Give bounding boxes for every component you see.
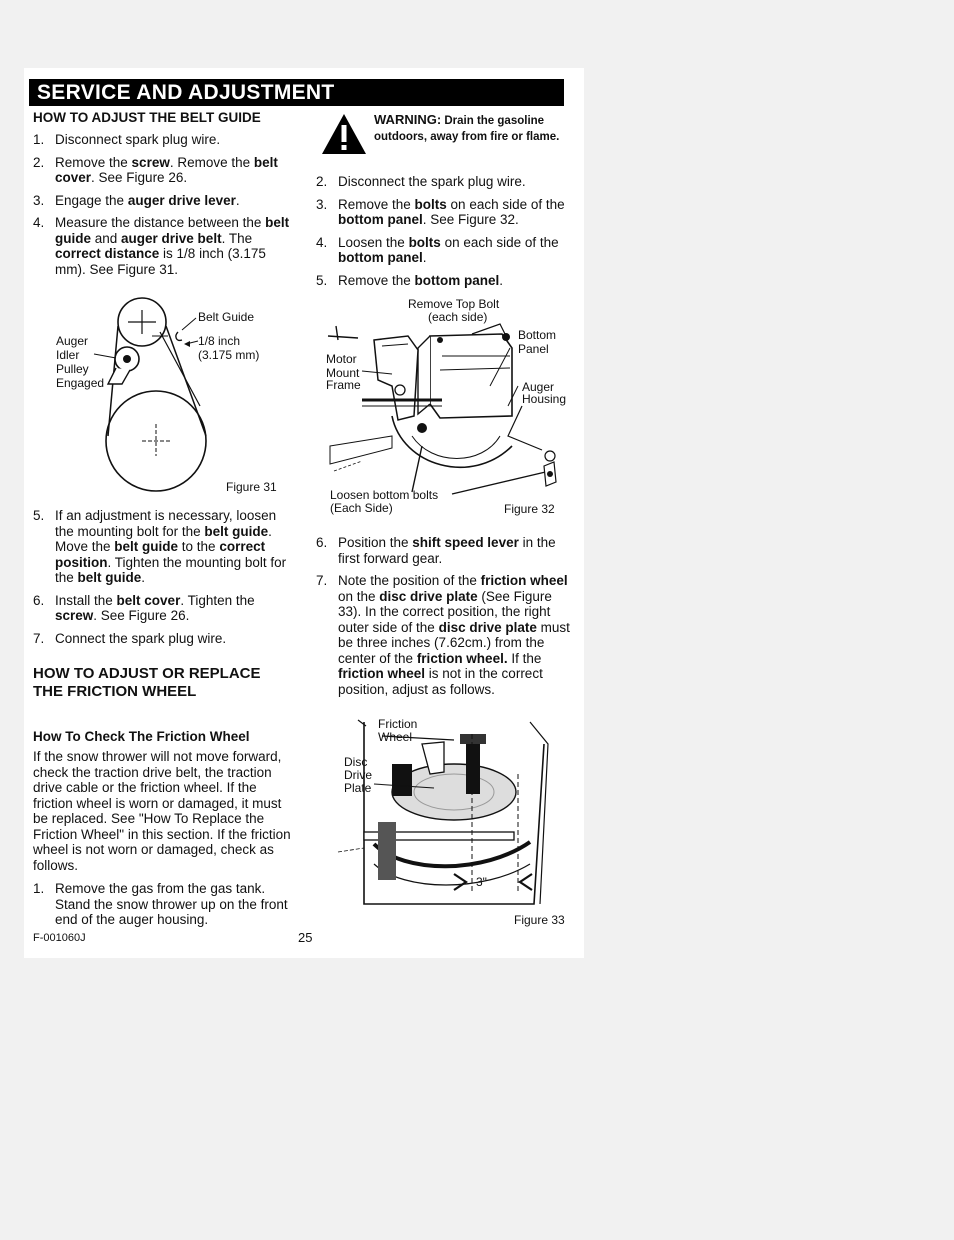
- label-frame: Frame: [326, 378, 361, 392]
- check-friction-paragraph: If the snow thrower will not move forward, check the traction drive belt, the traction drive cable or the friction wheel. If the friction wheel is worn or damaged, it must be replaced. See "How To Replace the Friction Wheel" in this section. If the friction wheel is not worn or damaged, check as follows.: [33, 749, 291, 873]
- label-idler: Idler: [56, 348, 80, 362]
- label-mount: Mount: [326, 366, 360, 380]
- step-number: 3.: [33, 192, 45, 208]
- step-text-run: to the: [178, 539, 220, 554]
- label-plate: Plate: [344, 781, 372, 795]
- step-text-run: . Move the: [55, 523, 272, 554]
- list-item: [33, 155, 295, 186]
- emphasis-term: belt guide: [114, 539, 179, 554]
- step-text-run: If an adjustment is necessary, loosen the mounting bolt for the: [55, 508, 277, 539]
- list-item: [316, 174, 576, 190]
- list-item: [316, 573, 576, 697]
- list-item: [33, 193, 295, 209]
- warning-box: [316, 110, 576, 160]
- step-text-run: . Tighten the mounting bolt for the: [55, 554, 287, 585]
- step-text-run: Loosen the: [338, 234, 409, 250]
- step-text-run: and: [91, 230, 122, 246]
- step-number: 7.: [316, 573, 328, 588]
- step-text-run: Note the position of the: [338, 573, 481, 588]
- belt-guide-steps: [33, 132, 295, 277]
- step-text-run: Connect the spark plug wire.: [55, 630, 227, 646]
- step-text-run: on each side of the: [440, 234, 559, 250]
- emphasis-term: belt cover: [116, 592, 181, 608]
- emphasis-term: auger drive lever: [127, 192, 236, 208]
- step-text-run: If the: [507, 650, 542, 666]
- step-text-run: Install the: [55, 592, 117, 608]
- figure-31-drawing: [50, 296, 290, 501]
- step-text-run: Disconnect spark plug wire.: [55, 132, 221, 147]
- step-number: 3.: [316, 196, 328, 212]
- step-text-run: Remove the: [338, 272, 415, 288]
- warning-title: WARNING:: [374, 112, 442, 127]
- step-text-run: . The: [221, 230, 253, 246]
- label-wheel: Wheel: [378, 730, 413, 744]
- label-three-inches: 3": [476, 875, 487, 889]
- figure-33-caption: Figure 33: [514, 913, 565, 927]
- step-number: 4.: [33, 215, 45, 230]
- emphasis-term: screw: [131, 154, 170, 170]
- step-text: Remove the gas from the gas tank. Stand the snow thrower up on the front end of the auger housing.: [55, 881, 288, 927]
- step-text-run: . Tighten the: [180, 592, 255, 608]
- label-housing: Housing: [522, 392, 567, 406]
- emphasis-term: belt cover: [55, 154, 278, 185]
- figure-31: [50, 296, 290, 501]
- label-auger: Auger: [56, 334, 89, 348]
- document-code: F-001060J: [33, 932, 86, 944]
- spacer: [33, 701, 295, 729]
- step-text-run: is not in the correct position, adjust as follows.: [338, 666, 543, 697]
- bottom-panel-steps: [316, 174, 576, 288]
- step-number: 5.: [33, 508, 45, 523]
- step-text: [55, 593, 255, 624]
- emphasis-term: bottom panel: [338, 212, 423, 227]
- step-number: 2.: [33, 154, 45, 170]
- emphasis-term: shift speed lever: [412, 535, 519, 550]
- step-text: [55, 193, 240, 208]
- step-text-run: . See Figure 26.: [91, 170, 188, 185]
- step-text-run: on the: [338, 588, 380, 604]
- emphasis-term: belt guide: [204, 523, 269, 539]
- step-text-run: must be three inches (7.62cm.) from the center of the: [338, 619, 570, 666]
- step-number: 6.: [33, 592, 45, 608]
- step-number: 1.: [33, 881, 45, 896]
- emphasis-term: screw: [55, 608, 94, 623]
- step-number: 4.: [316, 234, 328, 250]
- label-engaged: Engaged: [56, 376, 105, 390]
- label-motor: Motor: [326, 352, 357, 366]
- label-belt-guide: Belt Guide: [198, 310, 255, 324]
- step-text: [55, 631, 226, 646]
- label-disc: Disc: [344, 755, 368, 769]
- step-text-run: Engage the: [55, 192, 128, 208]
- step-text: [338, 197, 565, 228]
- belt-guide-heading: HOW TO ADJUST THE BELT GUIDE: [33, 110, 261, 125]
- step-number: 1.: [33, 132, 45, 147]
- label-distance-mm: (3.175 mm): [198, 348, 260, 362]
- label-each-side-top: (each side): [428, 310, 488, 324]
- emphasis-term: correct distance: [55, 246, 160, 261]
- step-text-run: .: [235, 192, 240, 208]
- list-item: [33, 508, 295, 586]
- label-pulley: Pulley: [56, 362, 89, 376]
- label-distance-inch: 1/8 inch: [198, 334, 241, 348]
- friction-position-steps: [316, 535, 576, 697]
- step-text: [338, 535, 556, 566]
- emphasis-term: auger drive belt: [121, 230, 222, 246]
- emphasis-term: friction wheel: [480, 573, 568, 588]
- list-item: [316, 273, 576, 289]
- label-friction: Friction: [378, 717, 418, 731]
- step-text: [55, 132, 220, 147]
- list-item: [33, 215, 295, 277]
- warning-rest: outdoors, away from fire or flame.: [374, 131, 560, 143]
- step-text-run: .: [422, 250, 427, 265]
- label-bottom: Bottom: [518, 328, 557, 342]
- step-text: [338, 174, 526, 189]
- step-text-run: . See Figure 26.: [93, 608, 190, 623]
- list-item: [33, 132, 295, 148]
- section-banner: SERVICE AND ADJUSTMENT: [29, 79, 564, 106]
- step-text-run: . Remove the: [169, 154, 254, 170]
- emphasis-term: bottom panel: [338, 250, 423, 265]
- step-text: [55, 508, 286, 585]
- emphasis-term: bottom panel: [414, 272, 500, 288]
- friction-steps: [33, 881, 295, 928]
- label-loosen-bottom-bolts: Loosen bottom bolts: [330, 488, 439, 502]
- warning-text: [374, 112, 574, 145]
- figure-32-caption: Figure 32: [504, 502, 555, 516]
- list-item: [33, 881, 295, 928]
- list-item: [316, 197, 576, 228]
- emphasis-term: friction wheel: [338, 666, 426, 681]
- warning-lead: Drain the gasoline: [441, 115, 545, 127]
- label-auger: Auger: [522, 380, 555, 394]
- emphasis-term: belt guide: [55, 215, 290, 246]
- step-text: [338, 573, 570, 697]
- figure-31-caption: Figure 31: [226, 480, 277, 494]
- spacer: [33, 653, 295, 665]
- step-text-run: . See Figure 32.: [422, 212, 519, 227]
- step-text: [338, 235, 559, 266]
- figure-32: [322, 296, 572, 520]
- label-drive: Drive: [344, 768, 373, 782]
- emphasis-term: correct position: [55, 539, 266, 570]
- emphasis-term: belt guide: [77, 570, 142, 585]
- step-number: 2.: [316, 174, 328, 189]
- emphasis-term: bolts: [408, 234, 441, 250]
- belt-guide-steps-continued: [33, 508, 295, 646]
- step-text: [55, 215, 289, 277]
- step-text-run: in the first forward gear.: [338, 535, 556, 566]
- check-friction-heading: How To Check The Friction Wheel: [33, 729, 250, 744]
- emphasis-term: friction wheel.: [416, 650, 508, 666]
- figure-33: [334, 714, 574, 932]
- step-text-run: .: [499, 272, 504, 288]
- list-item: [316, 235, 576, 266]
- step-text-run: Disconnect the spark plug wire.: [338, 174, 526, 189]
- step-text-run: (See Figure 33). In the correct position, the right outer side of the: [338, 588, 552, 635]
- step-text-run: Position the: [338, 535, 413, 550]
- friction-heading-line1: HOW TO ADJUST OR REPLACE: [33, 665, 261, 682]
- label-each-side-bottom: (Each Side): [330, 501, 393, 515]
- step-number: 7.: [33, 630, 45, 646]
- warning-triangle-icon: [320, 112, 368, 156]
- step-text-run: Remove the: [55, 154, 132, 170]
- step-number: 6.: [316, 535, 328, 550]
- step-text-run: Remove the: [338, 196, 415, 212]
- step-text-run: Measure the distance between the: [55, 215, 266, 230]
- list-item: [316, 535, 576, 566]
- left-column: [33, 110, 295, 935]
- emphasis-term: disc drive plate: [438, 619, 537, 635]
- list-item: [33, 631, 295, 647]
- friction-heading-line2: THE FRICTION WHEEL: [33, 683, 197, 700]
- list-item: [33, 593, 295, 624]
- page-number: 25: [298, 930, 313, 945]
- label-remove-top-bolt: Remove Top Bolt: [408, 297, 500, 311]
- emphasis-term: disc drive plate: [379, 588, 478, 604]
- step-number: 5.: [316, 272, 328, 288]
- emphasis-term: bolts: [414, 196, 447, 212]
- step-text-run: is 1/8 inch (3.175 mm). See Figure 31.: [55, 246, 266, 277]
- step-text: [338, 273, 503, 288]
- figure-33-drawing: [334, 714, 574, 932]
- label-panel: Panel: [518, 342, 549, 356]
- step-text-run: .: [141, 570, 146, 585]
- step-text-run: on each side of the: [446, 196, 565, 212]
- step-text: [55, 155, 278, 186]
